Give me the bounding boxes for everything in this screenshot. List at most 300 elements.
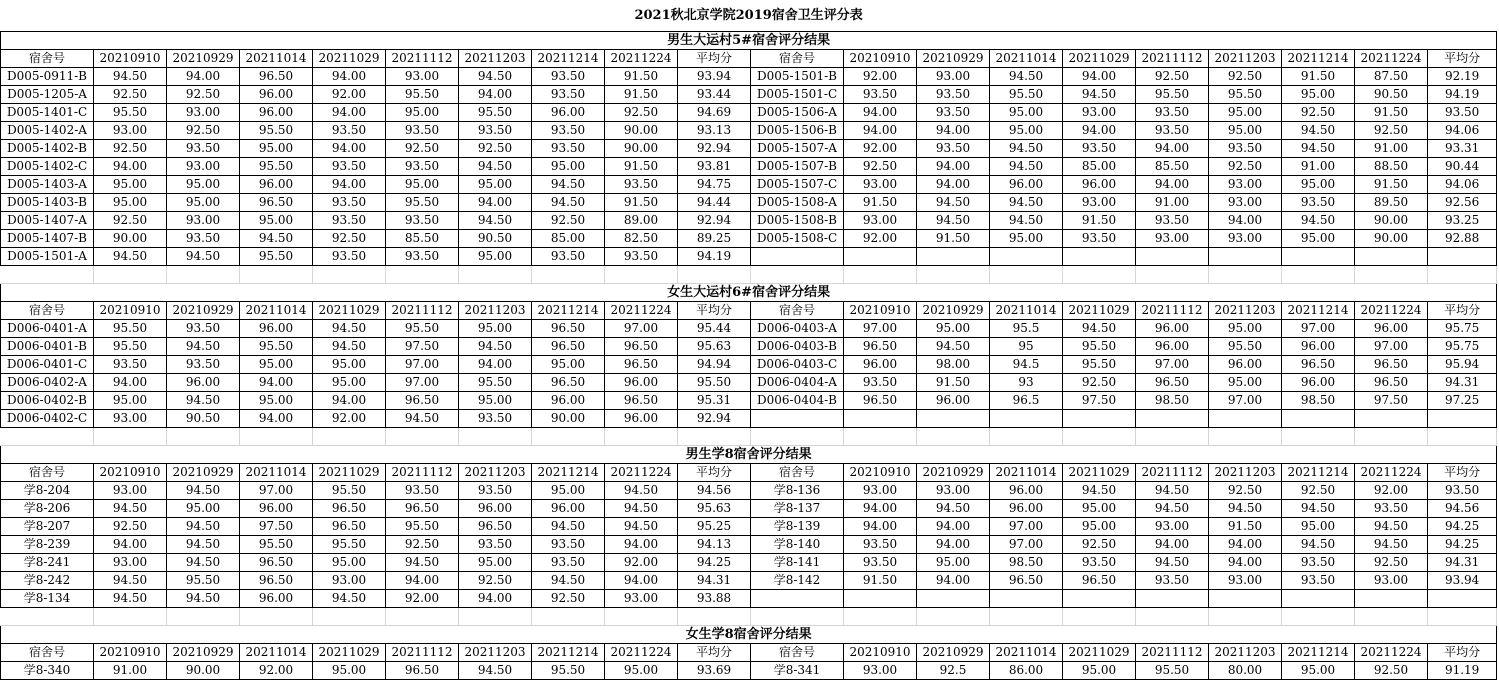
score-cell[interactable]: 92.50 [167,86,240,104]
empty-cell[interactable] [751,608,844,626]
score-cell[interactable]: 93.00 [167,158,240,176]
empty-cell[interactable] [751,248,844,266]
score-cell[interactable]: 92.00 [844,230,917,248]
score-cell[interactable]: 94.00 [167,68,240,86]
score-cell[interactable]: 94.50 [917,194,990,212]
score-cell[interactable]: 93.50 [459,122,532,140]
score-cell[interactable]: 92.50 [167,122,240,140]
dorm-id-cell[interactable]: D005-1507-B [751,158,844,176]
column-header[interactable]: 20211112 [386,464,459,482]
score-cell[interactable]: 97.00 [990,518,1063,536]
score-cell[interactable]: 95.00 [94,392,167,410]
score-cell[interactable]: 94.00 [459,590,532,608]
score-cell[interactable]: 88.50 [1355,158,1428,176]
empty-cell[interactable] [990,248,1063,266]
score-cell[interactable]: 97.00 [844,320,917,338]
empty-cell[interactable] [1282,248,1355,266]
empty-cell[interactable] [532,608,605,626]
score-cell[interactable]: 98.50 [1282,392,1355,410]
average-cell[interactable]: 94.44 [678,194,751,212]
empty-cell[interactable] [459,428,532,446]
score-cell[interactable]: 97.50 [1355,392,1428,410]
empty-cell[interactable] [990,428,1063,446]
dorm-id-cell[interactable]: D006-0403-A [751,320,844,338]
score-cell[interactable]: 94.50 [1282,536,1355,554]
score-cell[interactable]: 96.00 [990,176,1063,194]
column-header[interactable]: 20210910 [844,464,917,482]
score-cell[interactable]: 95.50 [1136,86,1209,104]
column-header[interactable]: 20210910 [94,50,167,68]
score-cell[interactable]: 93.00 [1136,518,1209,536]
average-cell[interactable]: 93.88 [678,590,751,608]
empty-cell[interactable] [313,266,386,284]
dorm-id-cell[interactable]: D005-1402-C [1,158,94,176]
score-cell[interactable]: 96.00 [240,320,313,338]
empty-cell[interactable] [1209,428,1282,446]
score-cell[interactable]: 93.00 [605,590,678,608]
score-cell[interactable]: 95.00 [990,230,1063,248]
score-cell[interactable]: 93.00 [313,572,386,590]
score-cell[interactable]: 95.50 [459,104,532,122]
score-cell[interactable]: 94.50 [167,536,240,554]
dorm-id-cell[interactable]: D006-0401-B [1,338,94,356]
score-cell[interactable]: 96.00 [459,500,532,518]
score-cell[interactable]: 93.00 [844,212,917,230]
dorm-id-cell[interactable]: 学8-139 [751,518,844,536]
empty-cell[interactable] [1136,248,1209,266]
score-cell[interactable]: 97.00 [240,482,313,500]
score-cell[interactable]: 96.50 [386,662,459,680]
score-cell[interactable]: 91.50 [917,374,990,392]
score-cell[interactable]: 96.00 [240,590,313,608]
score-cell[interactable]: 94.50 [167,392,240,410]
empty-cell[interactable] [917,608,990,626]
column-header[interactable]: 20211014 [990,464,1063,482]
score-cell[interactable]: 95.50 [240,248,313,266]
dorm-id-cell[interactable]: D006-0402-A [1,374,94,392]
empty-cell[interactable] [1063,266,1136,284]
score-cell[interactable]: 93.00 [1209,572,1282,590]
score-cell[interactable]: 95.00 [1063,518,1136,536]
column-header[interactable]: 20211224 [605,644,678,662]
score-cell[interactable]: 96.50 [605,338,678,356]
score-cell[interactable]: 93.50 [532,248,605,266]
empty-cell[interactable] [1355,410,1428,428]
empty-cell[interactable] [678,608,751,626]
score-cell[interactable]: 95.00 [1209,374,1282,392]
score-cell[interactable]: 94.50 [532,194,605,212]
score-cell[interactable]: 95.50 [313,482,386,500]
column-header[interactable]: 平均分 [1428,302,1497,320]
empty-cell[interactable] [844,590,917,608]
column-header[interactable]: 20211214 [1282,302,1355,320]
empty-cell[interactable] [844,266,917,284]
score-cell[interactable]: 93.50 [313,212,386,230]
score-cell[interactable]: 92.50 [1209,482,1282,500]
empty-cell[interactable] [386,608,459,626]
score-cell[interactable]: 92.50 [94,86,167,104]
column-header[interactable]: 20211224 [1355,50,1428,68]
score-cell[interactable]: 93.00 [94,410,167,428]
score-cell[interactable]: 94.50 [459,338,532,356]
score-cell[interactable]: 94.00 [94,374,167,392]
score-cell[interactable]: 96.50 [459,518,532,536]
column-header[interactable]: 20211203 [459,464,532,482]
empty-cell[interactable] [990,410,1063,428]
score-cell[interactable]: 95.00 [167,194,240,212]
column-header[interactable]: 20211029 [313,302,386,320]
score-cell[interactable]: 93.50 [917,140,990,158]
score-cell[interactable]: 94.50 [167,482,240,500]
score-cell[interactable]: 91.50 [605,86,678,104]
average-cell[interactable]: 94.75 [678,176,751,194]
empty-cell[interactable] [1209,266,1282,284]
score-cell[interactable]: 97.00 [386,374,459,392]
empty-cell[interactable] [990,608,1063,626]
empty-cell[interactable] [1209,590,1282,608]
average-cell[interactable]: 89.25 [678,230,751,248]
score-cell[interactable]: 95.50 [94,338,167,356]
score-cell[interactable]: 91.00 [1355,140,1428,158]
score-cell[interactable]: 95.00 [386,176,459,194]
score-cell[interactable]: 95.00 [917,554,990,572]
dorm-id-cell[interactable]: 学8-341 [751,662,844,680]
score-cell[interactable]: 96.50 [1355,356,1428,374]
score-cell[interactable]: 93.50 [313,194,386,212]
average-cell[interactable]: 92.19 [1428,68,1497,86]
score-cell[interactable]: 85.00 [1063,158,1136,176]
score-cell[interactable]: 94.00 [605,536,678,554]
average-cell[interactable]: 90.44 [1428,158,1497,176]
empty-cell[interactable] [1428,608,1497,626]
score-cell[interactable]: 86.00 [990,662,1063,680]
score-cell[interactable]: 96.00 [1355,320,1428,338]
dorm-id-cell[interactable]: D005-1407-A [1,212,94,230]
section-title[interactable]: 男生大运村5#宿舍评分结果 [1,32,1497,50]
score-cell[interactable]: 91.50 [1209,518,1282,536]
score-cell[interactable]: 95.50 [386,518,459,536]
score-cell[interactable]: 94.00 [94,536,167,554]
average-cell[interactable]: 93.31 [1428,140,1497,158]
empty-cell[interactable] [167,608,240,626]
dorm-id-cell[interactable]: D006-0402-B [1,392,94,410]
score-cell[interactable]: 95.00 [1209,104,1282,122]
empty-cell[interactable] [240,428,313,446]
column-header[interactable]: 20211014 [240,50,313,68]
empty-cell[interactable] [313,608,386,626]
average-cell[interactable]: 94.31 [678,572,751,590]
score-cell[interactable]: 93.00 [917,482,990,500]
column-header[interactable]: 宿舍号 [751,464,844,482]
score-cell[interactable]: 90.00 [605,122,678,140]
score-cell[interactable]: 96.5 [990,392,1063,410]
dorm-id-cell[interactable]: D005-1407-B [1,230,94,248]
score-cell[interactable]: 93.50 [167,230,240,248]
score-cell[interactable]: 94.50 [1282,212,1355,230]
score-cell[interactable]: 95.00 [917,320,990,338]
average-cell[interactable]: 93.50 [1428,104,1497,122]
column-header[interactable]: 20211112 [1136,644,1209,662]
score-cell[interactable]: 95.00 [313,662,386,680]
score-cell[interactable]: 94.50 [1136,500,1209,518]
column-header[interactable]: 20211214 [1282,644,1355,662]
empty-cell[interactable] [1282,410,1355,428]
score-cell[interactable]: 95.50 [1063,356,1136,374]
score-cell[interactable]: 93.50 [532,536,605,554]
dorm-id-cell[interactable]: D005-1501-B [751,68,844,86]
column-header[interactable]: 20211214 [532,644,605,662]
score-cell[interactable]: 94.00 [844,500,917,518]
empty-cell[interactable] [1136,266,1209,284]
score-cell[interactable]: 93.50 [532,68,605,86]
empty-cell[interactable] [605,608,678,626]
average-cell[interactable]: 95.63 [678,500,751,518]
score-cell[interactable]: 94.50 [167,518,240,536]
empty-cell[interactable] [917,266,990,284]
score-cell[interactable]: 85.50 [1136,158,1209,176]
score-cell[interactable]: 97.00 [605,320,678,338]
score-cell[interactable]: 92.50 [1136,68,1209,86]
score-cell[interactable]: 91.50 [1355,176,1428,194]
empty-cell[interactable] [751,266,844,284]
score-cell[interactable]: 89.00 [605,212,678,230]
column-header[interactable]: 20211029 [1063,644,1136,662]
score-cell[interactable]: 95.00 [313,374,386,392]
column-header[interactable]: 宿舍号 [751,302,844,320]
column-header[interactable]: 宿舍号 [751,50,844,68]
score-cell[interactable]: 90.00 [532,410,605,428]
score-cell[interactable]: 96.00 [240,500,313,518]
score-cell[interactable]: 97.50 [386,338,459,356]
score-cell[interactable]: 95.00 [240,212,313,230]
average-cell[interactable]: 95.25 [678,518,751,536]
average-cell[interactable]: 94.13 [678,536,751,554]
score-cell[interactable]: 91.50 [605,158,678,176]
dorm-id-cell[interactable]: 学8-241 [1,554,94,572]
score-cell[interactable]: 93.50 [532,140,605,158]
dorm-id-cell[interactable]: 学8-204 [1,482,94,500]
average-cell[interactable]: 94.31 [1428,374,1497,392]
score-cell[interactable]: 93 [990,374,1063,392]
score-cell[interactable]: 94.50 [1136,554,1209,572]
column-header[interactable]: 20211203 [1209,302,1282,320]
score-cell[interactable]: 94.50 [1355,518,1428,536]
score-cell[interactable]: 93.00 [844,482,917,500]
score-cell[interactable]: 94.00 [459,356,532,374]
score-cell[interactable]: 94.50 [94,248,167,266]
score-cell[interactable]: 94.00 [917,122,990,140]
average-cell[interactable]: 94.06 [1428,122,1497,140]
score-cell[interactable]: 94.50 [167,338,240,356]
score-cell[interactable]: 93.50 [167,320,240,338]
score-cell[interactable]: 93.50 [386,212,459,230]
dorm-id-cell[interactable]: 学8-207 [1,518,94,536]
column-header[interactable]: 20210910 [94,464,167,482]
dorm-id-cell[interactable]: D005-1506-A [751,104,844,122]
score-cell[interactable]: 94.50 [1282,500,1355,518]
dorm-id-cell[interactable]: D006-0401-A [1,320,94,338]
score-cell[interactable]: 93.50 [459,410,532,428]
score-cell[interactable]: 92.5 [917,662,990,680]
empty-cell[interactable] [1355,428,1428,446]
score-cell[interactable]: 94.00 [917,518,990,536]
column-header[interactable]: 20211224 [605,302,678,320]
score-cell[interactable]: 96.00 [1282,374,1355,392]
score-cell[interactable]: 94.50 [605,482,678,500]
score-cell[interactable]: 95.00 [1209,320,1282,338]
score-cell[interactable]: 94.00 [917,158,990,176]
score-cell[interactable]: 91.00 [1282,158,1355,176]
score-cell[interactable]: 94.50 [605,518,678,536]
empty-cell[interactable] [386,266,459,284]
score-cell[interactable]: 92.50 [459,140,532,158]
empty-cell[interactable] [1063,428,1136,446]
score-cell[interactable]: 92.50 [1355,662,1428,680]
column-header[interactable]: 20210929 [917,644,990,662]
average-cell[interactable]: 92.94 [678,212,751,230]
empty-cell[interactable] [678,266,751,284]
score-cell[interactable]: 94.50 [1063,482,1136,500]
score-cell[interactable]: 91.50 [605,68,678,86]
dorm-id-cell[interactable]: D005-1402-A [1,122,94,140]
dorm-id-cell[interactable]: 学8-242 [1,572,94,590]
average-cell[interactable]: 91.19 [1428,662,1497,680]
score-cell[interactable]: 89.50 [1355,194,1428,212]
column-header[interactable]: 宿舍号 [1,464,94,482]
column-header[interactable]: 20211029 [313,464,386,482]
score-cell[interactable]: 93.50 [1136,122,1209,140]
score-cell[interactable]: 94.50 [167,248,240,266]
score-cell[interactable]: 93.50 [917,104,990,122]
column-header[interactable]: 20211224 [1355,464,1428,482]
score-cell[interactable]: 91.50 [917,230,990,248]
score-cell[interactable]: 95.00 [94,176,167,194]
empty-cell[interactable] [1355,590,1428,608]
average-cell[interactable]: 95.63 [678,338,751,356]
dorm-id-cell[interactable]: D005-0911-B [1,68,94,86]
dorm-id-cell[interactable]: D005-1506-B [751,122,844,140]
empty-cell[interactable] [605,266,678,284]
score-cell[interactable]: 96.00 [1209,356,1282,374]
score-cell[interactable]: 93.00 [167,104,240,122]
column-header[interactable]: 20211029 [1063,464,1136,482]
score-cell[interactable]: 93.50 [844,554,917,572]
score-cell[interactable]: 91.50 [844,572,917,590]
score-cell[interactable]: 93.00 [386,68,459,86]
column-header[interactable]: 20210929 [917,464,990,482]
score-cell[interactable]: 94.50 [1282,140,1355,158]
score-cell[interactable]: 90.00 [94,230,167,248]
column-header[interactable]: 20211224 [1355,302,1428,320]
score-cell[interactable]: 96.00 [240,86,313,104]
empty-cell[interactable] [917,428,990,446]
score-cell[interactable]: 92.50 [1355,554,1428,572]
score-cell[interactable]: 94.00 [844,518,917,536]
score-cell[interactable]: 97.00 [1136,356,1209,374]
column-header[interactable]: 20210910 [844,644,917,662]
score-cell[interactable]: 94.00 [240,410,313,428]
average-cell[interactable]: 94.19 [678,248,751,266]
score-cell[interactable]: 96.00 [605,374,678,392]
column-header[interactable]: 20211203 [459,644,532,662]
score-cell[interactable]: 94.50 [94,590,167,608]
score-cell[interactable]: 91.50 [1282,68,1355,86]
score-cell[interactable]: 85.50 [386,230,459,248]
score-cell[interactable]: 95.50 [1063,338,1136,356]
score-cell[interactable]: 92.00 [844,68,917,86]
score-cell[interactable]: 91.50 [844,194,917,212]
average-cell[interactable]: 93.94 [1428,572,1497,590]
average-cell[interactable]: 95.50 [678,374,751,392]
score-cell[interactable]: 98.50 [990,554,1063,572]
score-cell[interactable]: 92.50 [532,590,605,608]
empty-cell[interactable] [1428,410,1497,428]
score-cell[interactable]: 96.50 [313,518,386,536]
score-cell[interactable]: 93.50 [844,86,917,104]
column-header[interactable]: 20211214 [532,50,605,68]
score-cell[interactable]: 94.00 [1136,176,1209,194]
score-cell[interactable]: 94.50 [94,572,167,590]
column-header[interactable]: 平均分 [678,50,751,68]
score-cell[interactable]: 94.00 [313,140,386,158]
score-cell[interactable]: 97.00 [990,536,1063,554]
empty-cell[interactable] [94,428,167,446]
score-cell[interactable]: 92.50 [94,140,167,158]
empty-cell[interactable] [240,608,313,626]
score-cell[interactable]: 94.50 [94,500,167,518]
dorm-id-cell[interactable]: D005-1403-B [1,194,94,212]
score-cell[interactable]: 93.50 [1209,140,1282,158]
column-header[interactable]: 平均分 [678,644,751,662]
score-cell[interactable]: 92.00 [1355,482,1428,500]
empty-cell[interactable] [751,410,844,428]
score-cell[interactable]: 96.50 [532,338,605,356]
empty-cell[interactable] [1063,410,1136,428]
score-cell[interactable]: 94.00 [1136,536,1209,554]
score-cell[interactable]: 96.50 [240,194,313,212]
dorm-id-cell[interactable]: D006-0404-B [751,392,844,410]
column-header[interactable]: 20210910 [94,644,167,662]
column-header[interactable]: 20210910 [844,302,917,320]
average-cell[interactable]: 92.94 [678,410,751,428]
score-cell[interactable]: 94.50 [917,338,990,356]
average-cell[interactable]: 93.44 [678,86,751,104]
score-cell[interactable]: 92.50 [1209,158,1282,176]
score-cell[interactable]: 98.00 [917,356,990,374]
average-cell[interactable]: 93.13 [678,122,751,140]
score-cell[interactable]: 95.50 [459,374,532,392]
score-cell[interactable]: 93.50 [844,374,917,392]
column-header[interactable]: 20210929 [167,302,240,320]
score-cell[interactable]: 96.50 [240,68,313,86]
empty-cell[interactable] [1282,608,1355,626]
score-cell[interactable]: 94.50 [386,410,459,428]
empty-cell[interactable] [1282,428,1355,446]
score-cell[interactable]: 95.50 [1209,338,1282,356]
empty-cell[interactable] [1,428,94,446]
score-cell[interactable]: 94.00 [1209,536,1282,554]
dorm-id-cell[interactable]: D005-1507-C [751,176,844,194]
score-cell[interactable]: 92.50 [844,158,917,176]
dorm-id-cell[interactable]: D005-1205-A [1,86,94,104]
empty-cell[interactable] [844,248,917,266]
score-cell[interactable]: 94.50 [459,68,532,86]
empty-cell[interactable] [386,428,459,446]
score-cell[interactable]: 97.00 [386,356,459,374]
column-header[interactable]: 20211112 [1136,50,1209,68]
score-cell[interactable]: 92.00 [844,140,917,158]
score-cell[interactable]: 94.50 [240,230,313,248]
